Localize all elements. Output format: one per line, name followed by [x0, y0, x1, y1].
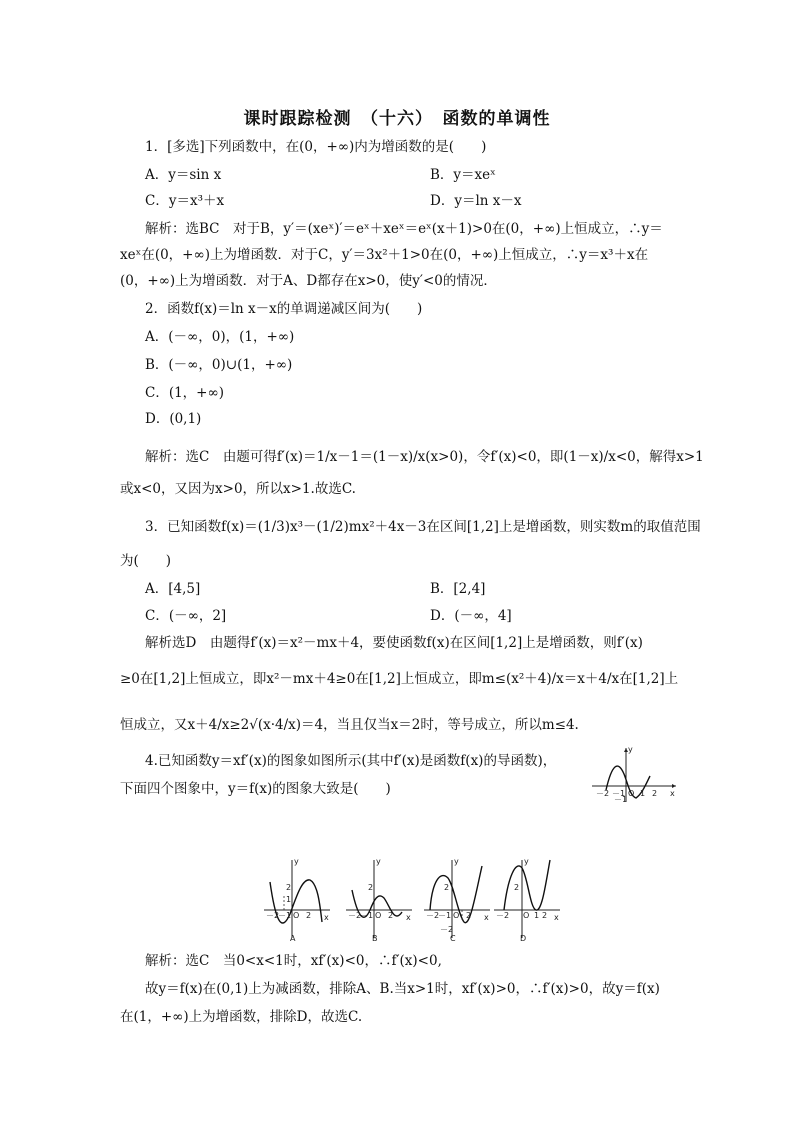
q2-option-b: B．(－∞，0)∪(1，+∞): [145, 357, 293, 373]
graph-label-a: A: [290, 934, 296, 943]
q3-option-d: D．(－∞，4]: [430, 608, 512, 624]
q2-option-d: D．(0,1): [145, 411, 202, 427]
q1-option-b: B．y＝xeˣ: [430, 167, 496, 183]
tick-label: －2: [596, 789, 610, 798]
q2-stem: 2．函数f(x)＝ln x－x的单调递减区间为( ): [145, 301, 423, 317]
axis-label-y: y: [628, 745, 633, 754]
tick-label: －2: [426, 911, 440, 920]
graph-b: [346, 857, 412, 943]
q2-analysis-line: 解析：选C 由题可得f′(x)＝1/x－1＝(1－x)/x(x>0)，令f′(x)<0，即(1－x)/x<0，解得x>1: [145, 449, 704, 465]
tick-label: －2: [266, 911, 280, 920]
tick-label: －1: [614, 795, 628, 804]
graph-label-c: C: [450, 934, 456, 943]
q4-stem-cont: 下面四个图象中，y＝f(x)的图象大致是( ): [120, 781, 391, 797]
axis-label-x: x: [324, 913, 329, 922]
tick-label: －2: [348, 911, 362, 920]
axis-label-y: y: [376, 857, 381, 866]
q4-option-graphs: [262, 852, 562, 944]
q3-option-b: B．[2,4]: [430, 581, 486, 597]
axis-label-x: x: [670, 789, 675, 798]
q3-analysis-line: 解析选D 由题得f′(x)＝x²－mx＋4，要使函数f(x)在区间[1,2]上是增函数，则f′(x): [145, 635, 643, 651]
axis-label-origin: O: [453, 911, 460, 920]
tick-label: 2: [444, 883, 450, 892]
q3-option-c: C．(－∞，2]: [145, 608, 227, 624]
tick-label: 2: [652, 789, 658, 798]
tick-label: 2: [388, 911, 394, 920]
q1-option-d: D．y＝ln x－x: [430, 193, 522, 209]
tick-label: －2: [496, 911, 510, 920]
axis-label-origin: O: [293, 911, 300, 920]
axis-label-y: y: [454, 857, 459, 866]
axis-label-y: y: [524, 857, 529, 866]
tick-label: 2: [286, 883, 292, 892]
q1-analysis-line: 解析：选BC 对于B，y′＝(xeˣ)′＝eˣ＋xeˣ＝eˣ(x＋1)>0在(0，+∞)上恒成立，∴y＝: [145, 221, 663, 237]
graph-a: [264, 857, 330, 943]
tick-label: －2: [440, 925, 454, 934]
q4-analysis-line: 解析：选C 当0<x<1时，xf′(x)<0，∴f′(x)<0,: [145, 953, 442, 969]
tick-label: 2: [514, 883, 520, 892]
tick-label: －1: [360, 911, 374, 920]
tick-label: 2: [306, 911, 312, 920]
q4-main-graph: [590, 744, 680, 804]
q1-analysis-line: xeˣ在(0，+∞)上为增函数．对于C，y′＝3x²＋1>0在(0，+∞)上恒成立，∴y＝x³＋x在: [120, 247, 649, 263]
graph-c: [424, 857, 490, 943]
tick-label: 2: [466, 911, 472, 920]
page-title: 课时跟踪检测 （十六） 函数的单调性: [243, 109, 551, 129]
q3-option-a: A．[4,5]: [145, 581, 201, 597]
axis-label-x: x: [484, 913, 489, 922]
axis-label-origin: O: [628, 789, 635, 798]
q2-analysis-line: 或x<0，又因为x>0，所以x>1.故选C.: [120, 481, 356, 497]
tick-label: 1: [534, 911, 540, 920]
tick-label: －1: [278, 911, 292, 920]
axis-label-origin: O: [523, 911, 530, 920]
q4-stem: 4.已知函数y＝xf′(x)的图象如图所示(其中f′(x)是函数f(x)的导函数)，: [145, 753, 557, 769]
q3-analysis-line: ≥0在[1,2]上恒成立，即x²－mx＋4≥0在[1,2]上恒成立，即m≤(x²＋4)/x＝x＋4/x在[1,2]上: [120, 671, 679, 687]
q2-option-a: A．(－∞，0)，(1，+∞): [145, 329, 295, 345]
q1-stem: 1．[多选]下列函数中，在(0，+∞)内为增函数的是( ): [145, 139, 487, 155]
axis-label-x: x: [554, 913, 559, 922]
q1-option-c: C．y＝x³＋x: [145, 193, 225, 209]
tick-label: －1: [612, 789, 626, 798]
tick-label: 1: [286, 895, 292, 904]
q1-analysis-line: (0，+∞)上为增函数．对于A、D都存在x>0，使y′<0的情况．: [120, 273, 497, 289]
q4-analysis-line: 在(1，+∞)上为增函数，排除D，故选C.: [120, 1009, 363, 1025]
tick-label: 2: [542, 911, 548, 920]
graph-label-d: D: [520, 934, 527, 943]
q2-option-c: C．(1，+∞): [145, 385, 225, 401]
tick-label: 2: [368, 883, 374, 892]
q3-analysis-line: 恒成立，又x＋4/x≥2√(x·4/x)＝4，当且仅当x＝2时，等号成立，所以m≤4.: [120, 717, 579, 733]
q3-stem-cont: 为( ): [120, 553, 172, 569]
graph-label-b: B: [372, 934, 378, 943]
axis-label-origin: O: [375, 911, 382, 920]
q3-stem: 3．已知函数f(x)＝(1/3)x³－(1/2)mx²＋4x－3在区间[1,2]上是增函数，则实数m的取值范围: [145, 519, 701, 535]
q1-option-a: A．y＝sin x: [145, 167, 222, 183]
q4-analysis-line: 故y＝f(x)在(0,1)上为减函数，排除A、B.当x>1时，xf′(x)>0，∴f′(x)>0，故y＝f(x): [145, 981, 660, 997]
axis-label-y: y: [294, 857, 299, 866]
tick-label: 1: [640, 789, 646, 798]
axis-label-x: x: [406, 913, 411, 922]
tick-label: －1: [438, 911, 452, 920]
graph-d: [494, 857, 560, 943]
